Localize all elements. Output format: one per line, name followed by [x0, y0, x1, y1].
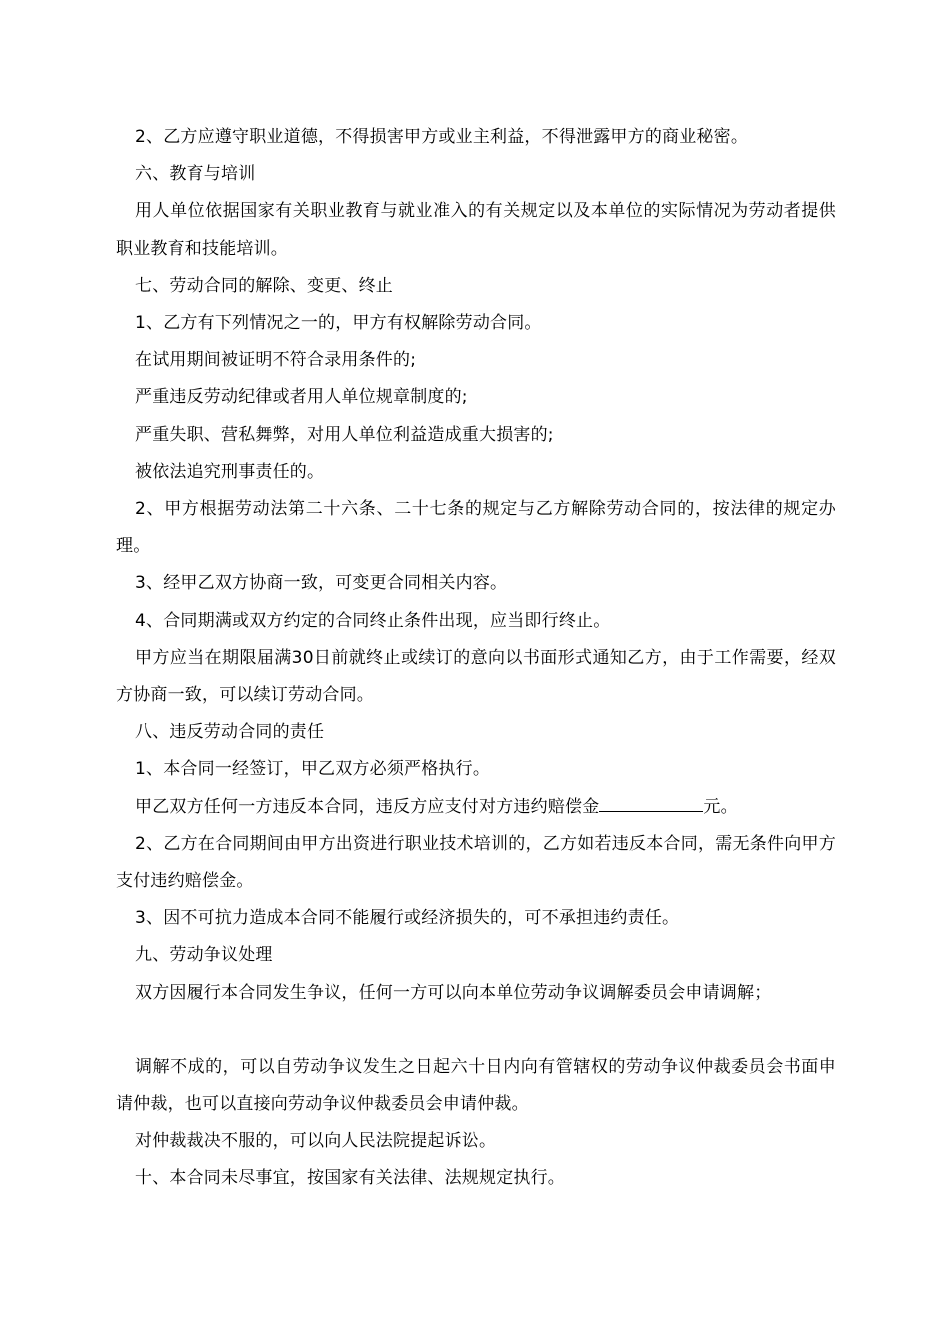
penalty-text-after: 元。 [703, 796, 738, 817]
clause-1-termination-rights: 1、乙方有下列情况之一的，甲方有权解除劳动合同。 [135, 313, 542, 334]
section-heading-education: 六、教育与培训 [135, 164, 256, 185]
section-heading-disputes: 九、劳动争议处理 [135, 945, 273, 966]
clause-2-confidentiality: 2、乙方应遵守职业道德，不得损害甲方或业主利益，不得泄露甲方的商业秘密。 [135, 127, 749, 147]
list-item-negligence: 严重失职、营私舞弊，对用人单位利益造成重大损害的; [135, 424, 554, 445]
clause-3-force-majeure: 3、因不可抗力造成本合同不能履行或经济损失的，可不承担违约责任。 [135, 908, 680, 929]
clause-2-training-penalty: 2、乙方在合同期间由甲方出资进行职业技术培训的，乙方如若违反本合同，需无条件向甲方支付违约赔偿金。 [116, 833, 836, 892]
paragraph-renewal-notice: 甲方应当在期限届满30日前就终止或续订的意向以书面形式通知乙方，由于工作需要，经双方协商一致，可以续订劳动合同。 [116, 647, 836, 706]
paragraph-litigation: 对仲裁裁决不服的，可以向人民法院提起诉讼。 [135, 1131, 497, 1152]
paragraph-penalty [116, 789, 836, 826]
blank-gap [116, 1012, 836, 1049]
list-item-criminal: 被依法追究刑事责任的。 [135, 461, 325, 482]
document-body [116, 119, 836, 1198]
list-item-probation: 在试用期间被证明不符合录用条件的; [135, 350, 417, 371]
paragraph-arbitration: 调解不成的，可以自劳动争议发生之日起六十日内向有管辖权的劳动争议仲裁委员会书面申请仲裁，也可以直接向劳动争议仲裁委员会申请仲裁。 [116, 1056, 836, 1115]
clause-2-labor-law: 2、甲方根据劳动法第二十六条、二十七条的规定与乙方解除劳动合同的，按法律的规定办理。 [116, 499, 836, 557]
paragraph-training: 用人单位依据国家有关职业教育与就业准入的有关规定以及本单位的实际情况为劳动者提供职业教育和技能培训。 [116, 201, 836, 259]
section-heading-termination: 七、劳动合同的解除、变更、终止 [135, 275, 393, 296]
penalty-text-before: 甲乙双方任何一方违反本合同，违反方应支付对方违约赔偿金 [135, 796, 600, 817]
clause-1-execution: 1、本合同一经签订，甲乙双方必须严格执行。 [135, 759, 491, 780]
list-item-discipline: 严重违反劳动纪律或者用人单位规章制度的; [135, 387, 468, 408]
clause-3-modification: 3、经甲乙双方协商一致，可变更合同相关内容。 [135, 573, 508, 594]
section-heading-liability: 八、违反劳动合同的责任 [135, 722, 325, 743]
penalty-amount-blank [599, 795, 703, 811]
paragraph-mediation: 双方因履行本合同发生争议，任何一方可以向本单位劳动争议调解委员会申请调解； [135, 982, 772, 1003]
clause-4-expiry: 4、合同期满或双方约定的合同终止条件出现，应当即行终止。 [135, 610, 611, 631]
section-heading-misc: 十、本合同未尽事宜，按国家有关法律、法规规定执行。 [135, 1168, 565, 1189]
